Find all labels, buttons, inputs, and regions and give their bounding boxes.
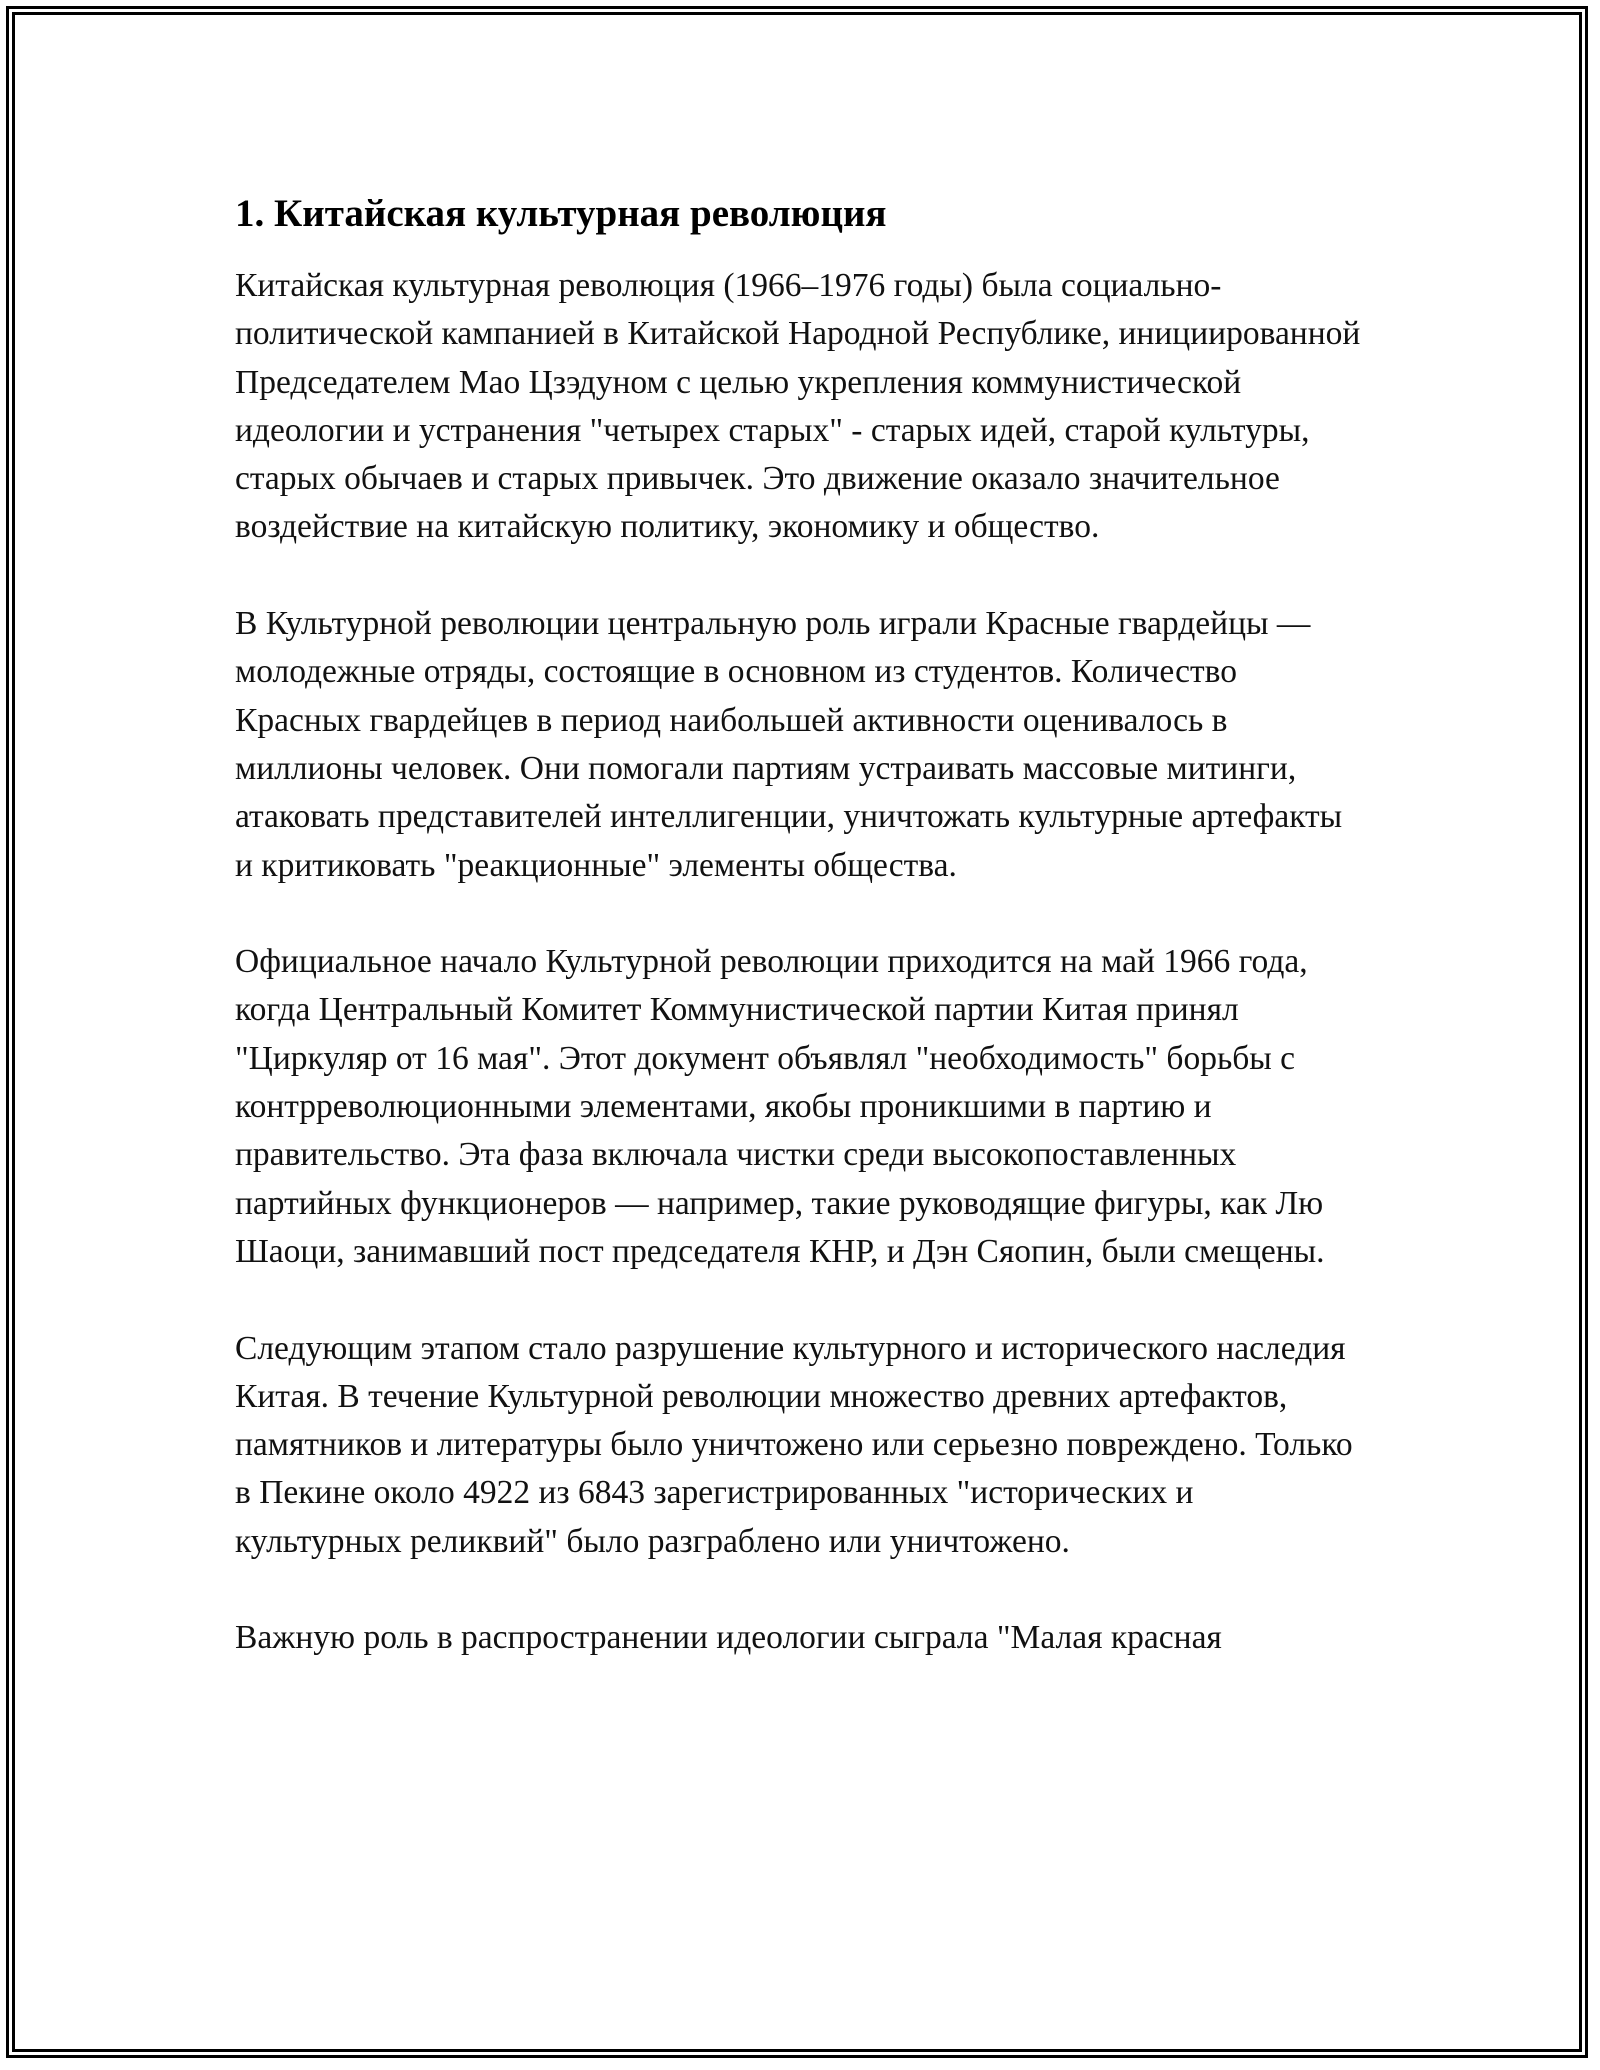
section-heading: 1. Китайская культурная революция — [235, 192, 887, 235]
paragraph-intro: Китайская культурная революция (1966–1976 годы) была социально-политической кампанией в Китайской Народной Республике, инициированной Председателем Мао Цзэдуном с целью укрепления коммунистической идеологии и устранения "четырех старых" - старых идей, старой культуры, старых обычаев и старых привычек. Это движение оказало значительное воздействие на китайскую политику, экономику и общество. — [235, 267, 1361, 546]
paragraph-official-start: Официальное начало Культурной революции приходится на май 1966 года, когда Центральный Комитет Коммунистической партии Китая принял "Циркуляр от 16 мая". Этот документ объявлял "необходимость" борьбы с контрреволюционными элементами, якобы проникшими в партию и правительство. Эта фаза включала чистки среди высокопоставленных партийных функционеров — например, такие руководящие фигуры, как Лю Шаоци, занимавший пост председателя КНР, и Дэн Сяопин, были смещены. — [235, 943, 1325, 1270]
paragraph-red-guards: В Культурной революции центральную роль играли Красные гвардейцы — молодежные отряды, состоящие в основном из студентов. Количество Красных гвардейцев в период наибольшей активности оценивалось в миллионы человек. Они помогали партиям устраивать массовые митинги, атаковать представителей интеллигенции, уничтожать культурные артефакты и критиковать "реакционные" элементы общества. — [235, 605, 1343, 884]
document-body — [235, 186, 1365, 1711]
paragraph-heritage-destruction: Следующим этапом стало разрушение культурного и исторического наследия Китая. В течение Культурной революции множество древних артефактов, памятников и литературы было уничтожено или серьезно повреждено. Только в Пекине около 4922 из 6843 зарегистрированных "исторических и культурных реликвий" было разграблено или уничтожено. — [235, 1329, 1353, 1560]
paragraph-ideology: Важную роль в распространении идеологии сыграла "Малая красная — [235, 1619, 1222, 1657]
